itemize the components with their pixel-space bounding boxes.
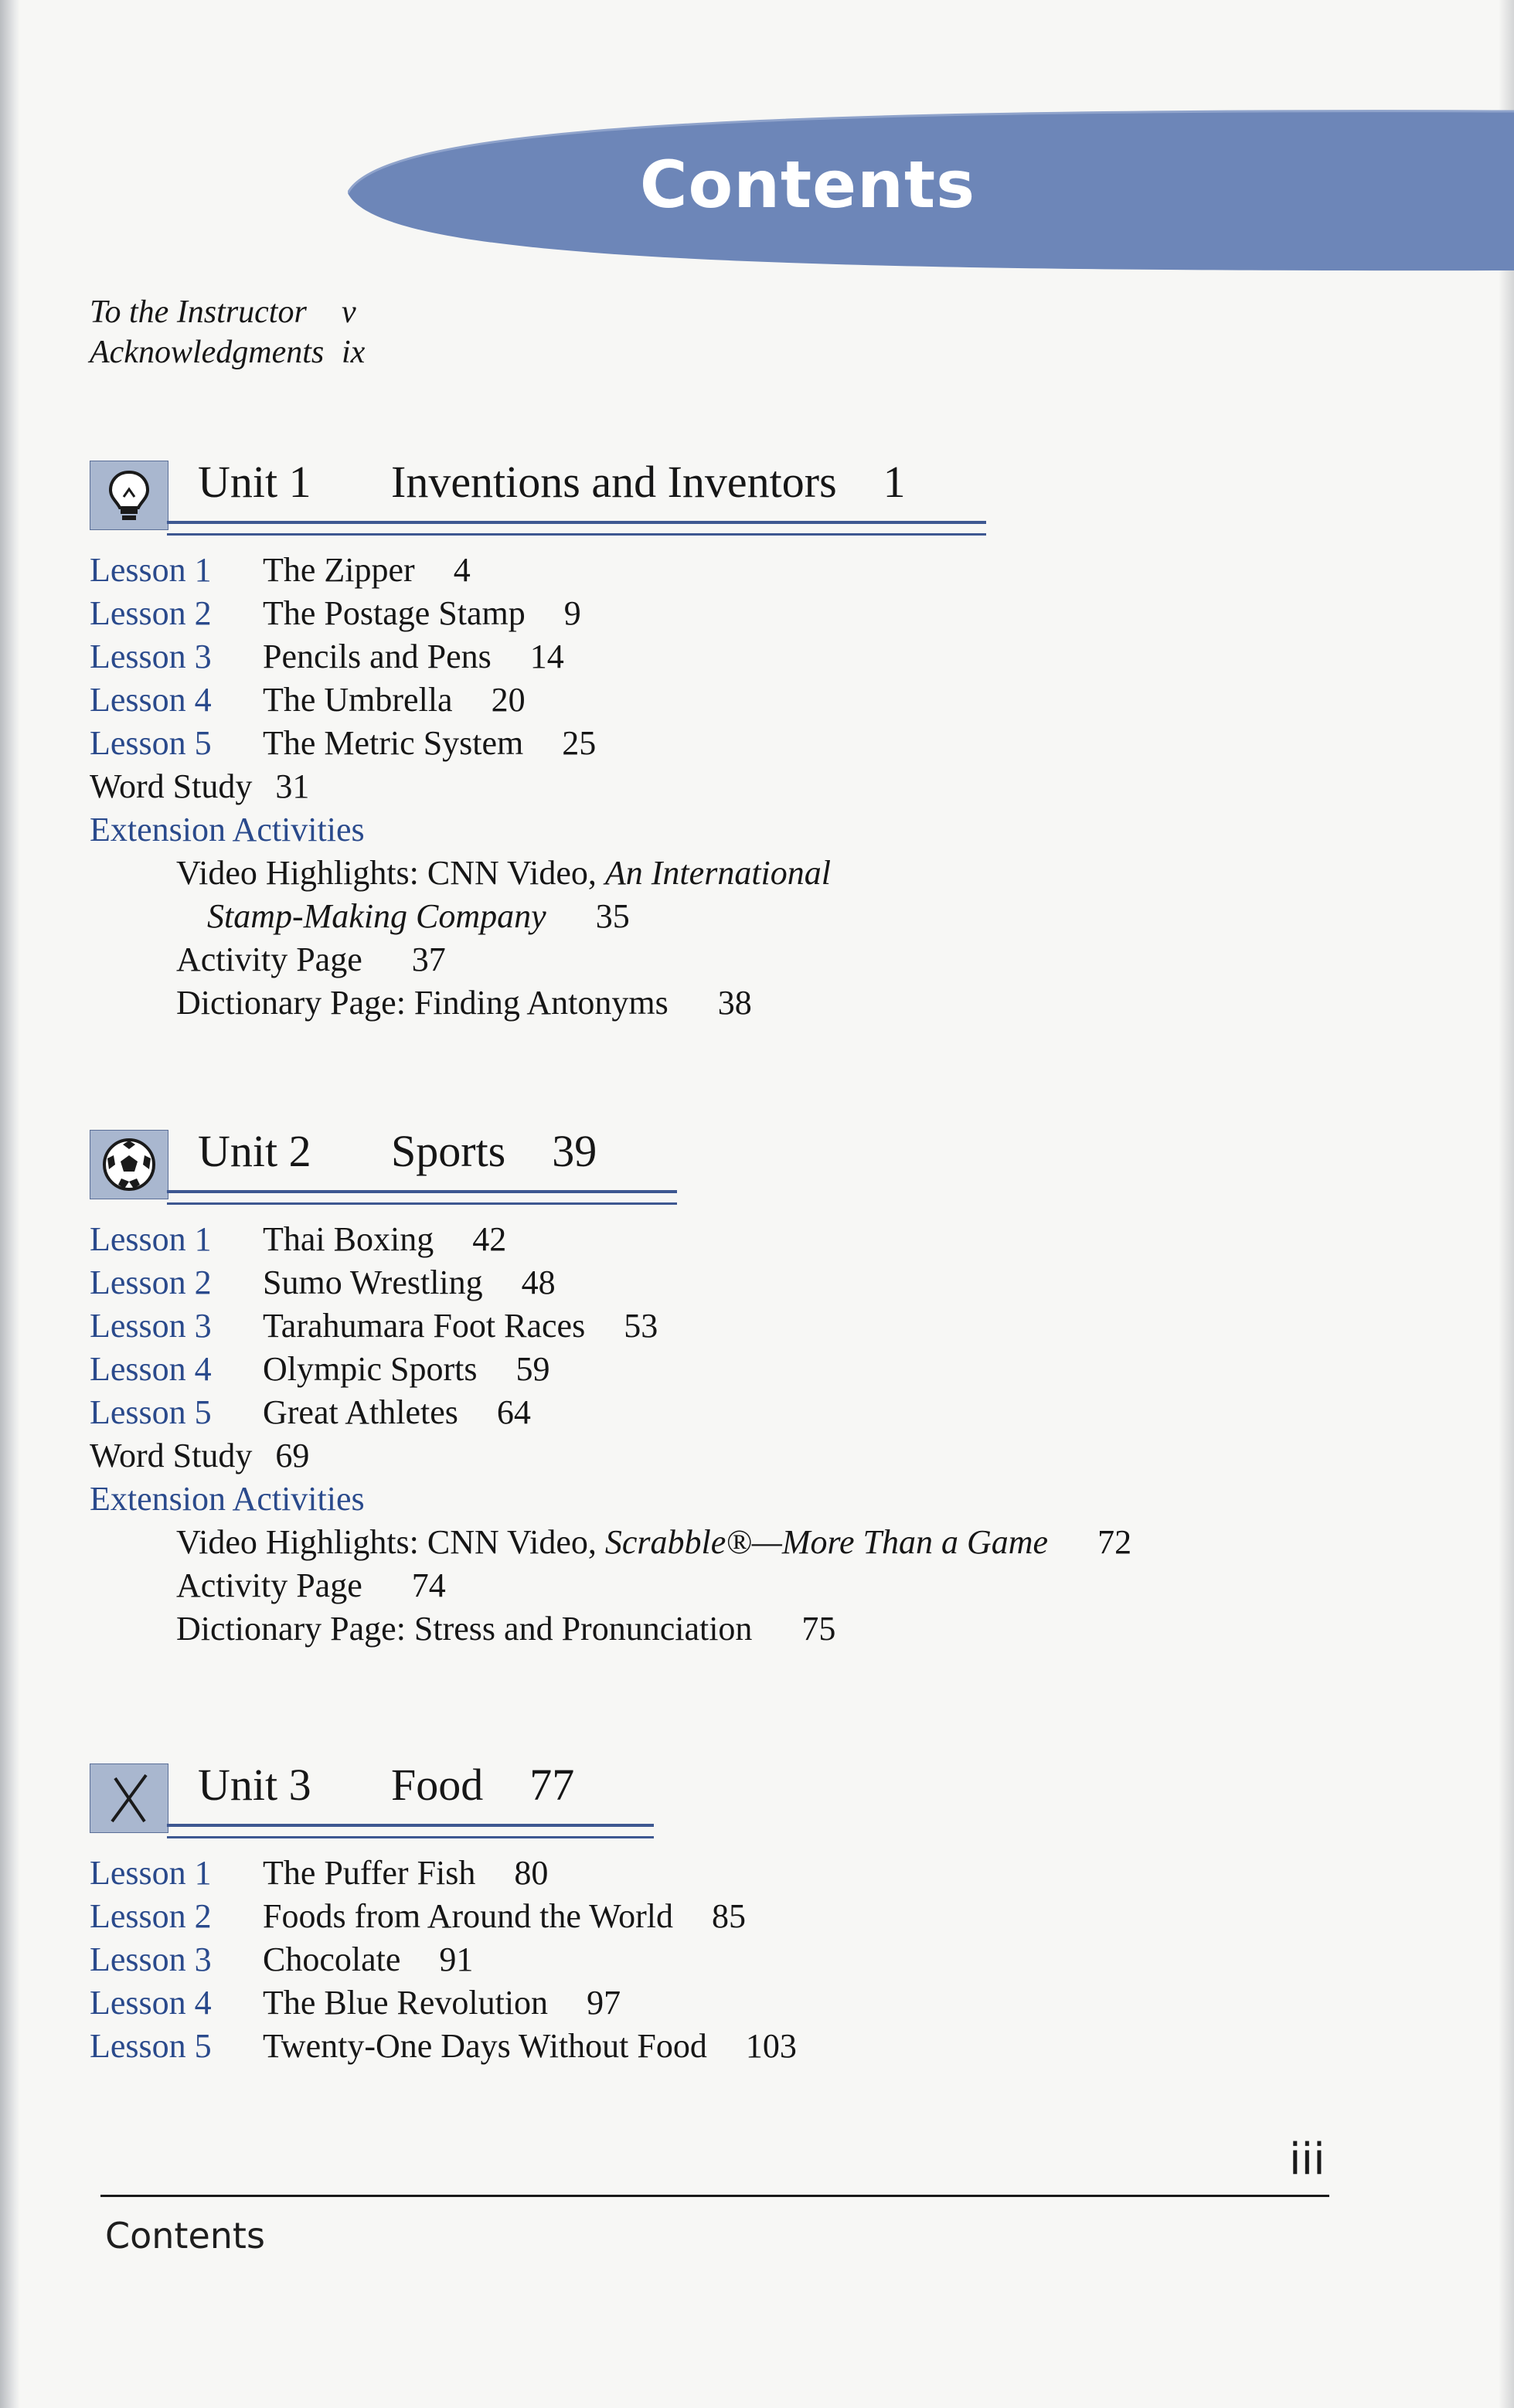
video-title: Scrabble®—More Than a Game — [604, 1523, 1049, 1561]
lesson-page: 59 — [515, 1350, 550, 1388]
front-matter-page: v — [342, 294, 356, 330]
lesson-page: 97 — [587, 1984, 621, 2022]
word-study-label: Word Study — [90, 767, 253, 805]
unit-title: Sports — [391, 1126, 506, 1176]
lesson-title: Great Athletes — [263, 1393, 458, 1431]
lesson-page: 20 — [491, 681, 526, 719]
unit-1-contents — [90, 549, 831, 1025]
lesson-title: The Umbrella — [263, 681, 453, 719]
unit-number: Unit 3 — [198, 1760, 311, 1810]
lesson-row[interactable] — [90, 549, 831, 592]
word-study-row[interactable] — [90, 765, 831, 808]
dictionary-page-number: 75 — [801, 1610, 836, 1648]
video-highlights-prefix: Video Highlights: CNN Video, — [176, 1523, 605, 1561]
front-matter-label: Acknowledgments — [90, 335, 325, 370]
page-binding-shadow — [0, 0, 20, 2408]
lesson-row[interactable] — [90, 1391, 1131, 1434]
lesson-title: Thai Boxing — [263, 1220, 434, 1258]
front-matter-list — [90, 292, 365, 372]
lesson-page: 25 — [562, 724, 597, 762]
unit-2-label — [198, 1125, 597, 1177]
lesson-row[interactable] — [90, 1261, 1131, 1304]
lesson-title: The Zipper — [263, 551, 415, 589]
activity-page-label: Activity Page — [176, 940, 362, 978]
lesson-label: Lesson 2 — [90, 1264, 212, 1301]
lesson-title: Tarahumara Foot Races — [263, 1307, 586, 1345]
video-title-cont: Stamp-Making Company — [207, 897, 546, 935]
dictionary-page-row[interactable] — [90, 1607, 1131, 1651]
unit-page: 77 — [529, 1760, 575, 1810]
dictionary-page-label: Dictionary Page: Stress and Pronunciation — [176, 1610, 753, 1648]
extension-activities-heading: Extension Activities — [90, 1480, 365, 1518]
video-title: An International — [604, 854, 831, 892]
lesson-row[interactable] — [90, 1852, 797, 1895]
lesson-label: Lesson 4 — [90, 1350, 212, 1388]
chopsticks-icon — [90, 1763, 168, 1833]
front-matter-page: ix — [342, 335, 366, 370]
front-matter-item[interactable] — [90, 292, 365, 332]
lesson-row[interactable] — [90, 592, 831, 635]
lesson-label: Lesson 4 — [90, 1984, 212, 2022]
unit-rule — [167, 1190, 677, 1205]
unit-rule — [167, 1824, 654, 1838]
video-highlights-row[interactable] — [90, 852, 831, 895]
dictionary-page-row[interactable] — [90, 981, 831, 1025]
unit-title: Food — [391, 1760, 484, 1810]
lesson-label: Lesson 5 — [90, 2027, 212, 2065]
lesson-title: Olympic Sports — [263, 1350, 478, 1388]
lesson-page: 42 — [472, 1220, 507, 1258]
lesson-title: Chocolate — [263, 1940, 401, 1978]
lesson-row[interactable] — [90, 679, 831, 722]
dictionary-page-number: 38 — [717, 984, 752, 1022]
lesson-row[interactable] — [90, 2025, 797, 2068]
page-title: Contents — [639, 147, 976, 223]
lesson-page: 64 — [496, 1393, 531, 1431]
lesson-label: Lesson 5 — [90, 1393, 212, 1431]
lesson-page: 48 — [521, 1264, 556, 1301]
lesson-title: Twenty-One Days Without Food — [263, 2027, 707, 2065]
lesson-row[interactable] — [90, 1218, 1131, 1261]
unit-page: 1 — [883, 457, 906, 507]
video-highlights-row-cont[interactable] — [90, 895, 831, 938]
dictionary-page-label: Dictionary Page: Finding Antonyms — [176, 984, 669, 1022]
word-study-row[interactable] — [90, 1434, 1131, 1478]
lesson-page: 85 — [711, 1897, 746, 1935]
unit-title: Inventions and Inventors — [391, 457, 837, 507]
lesson-row[interactable] — [90, 722, 831, 765]
unit-number: Unit 1 — [198, 457, 311, 507]
lesson-page: 103 — [745, 2027, 797, 2065]
activity-page-number: 74 — [411, 1566, 446, 1604]
lesson-row[interactable] — [90, 1348, 1131, 1391]
word-study-page: 31 — [275, 767, 310, 805]
word-study-label: Word Study — [90, 1437, 253, 1474]
lesson-row[interactable] — [90, 1304, 1131, 1348]
lesson-label: Lesson 1 — [90, 551, 212, 589]
lesson-title: The Metric System — [263, 724, 524, 762]
lesson-page: 91 — [439, 1940, 474, 1978]
lesson-page: 53 — [624, 1307, 658, 1345]
lesson-title: Sumo Wrestling — [263, 1264, 483, 1301]
unit-page: 39 — [552, 1126, 597, 1176]
lesson-label: Lesson 3 — [90, 1307, 212, 1345]
video-highlights-row[interactable] — [90, 1521, 1131, 1564]
lesson-title: Pencils and Pens — [263, 638, 492, 675]
lesson-label: Lesson 3 — [90, 638, 212, 675]
video-page: 72 — [1097, 1523, 1132, 1561]
video-page: 35 — [595, 897, 630, 935]
unit-1-label — [198, 456, 906, 508]
lesson-row[interactable] — [90, 1981, 797, 2025]
activity-page-row[interactable] — [90, 938, 831, 981]
lesson-page: 4 — [453, 551, 471, 589]
lesson-label: Lesson 1 — [90, 1220, 212, 1258]
lesson-row[interactable] — [90, 1895, 797, 1938]
footer-rule — [100, 2195, 1329, 2197]
unit-rule — [167, 521, 986, 536]
page-edge-shadow — [1499, 0, 1514, 2408]
lesson-label: Lesson 5 — [90, 724, 212, 762]
lesson-page: 14 — [529, 638, 564, 675]
lesson-label: Lesson 4 — [90, 681, 212, 719]
unit-2-contents — [90, 1218, 1131, 1651]
contents-banner — [348, 107, 1514, 275]
lesson-label: Lesson 2 — [90, 594, 212, 632]
activity-page-label: Activity Page — [176, 1566, 362, 1604]
lesson-label: Lesson 1 — [90, 1854, 212, 1892]
extension-activities-heading: Extension Activities — [90, 811, 365, 849]
unit-3-label — [198, 1759, 574, 1811]
lesson-page: 80 — [514, 1854, 549, 1892]
activity-page-row[interactable] — [90, 1564, 1131, 1607]
lesson-title: The Postage Stamp — [263, 594, 526, 632]
video-highlights-prefix: Video Highlights: CNN Video, — [176, 854, 605, 892]
activity-page-number: 37 — [411, 940, 446, 978]
lightbulb-icon — [90, 461, 168, 530]
word-study-page: 69 — [275, 1437, 310, 1474]
lesson-title: The Puffer Fish — [263, 1854, 476, 1892]
page-number: iii — [1289, 2134, 1325, 2185]
lesson-title: The Blue Revolution — [263, 1984, 549, 2022]
unit-3-contents — [90, 1852, 797, 2068]
front-matter-label: To the Instructor — [90, 294, 307, 330]
lesson-row[interactable] — [90, 1938, 797, 1981]
front-matter-item[interactable] — [90, 332, 365, 372]
unit-number: Unit 2 — [198, 1126, 311, 1176]
lesson-row[interactable] — [90, 635, 831, 679]
lesson-label: Lesson 3 — [90, 1940, 212, 1978]
footer-section-label: Contents — [105, 2215, 265, 2257]
lesson-label: Lesson 2 — [90, 1897, 212, 1935]
lesson-title: Foods from Around the World — [263, 1897, 673, 1935]
soccer-ball-icon — [90, 1130, 168, 1199]
lesson-page: 9 — [563, 594, 581, 632]
